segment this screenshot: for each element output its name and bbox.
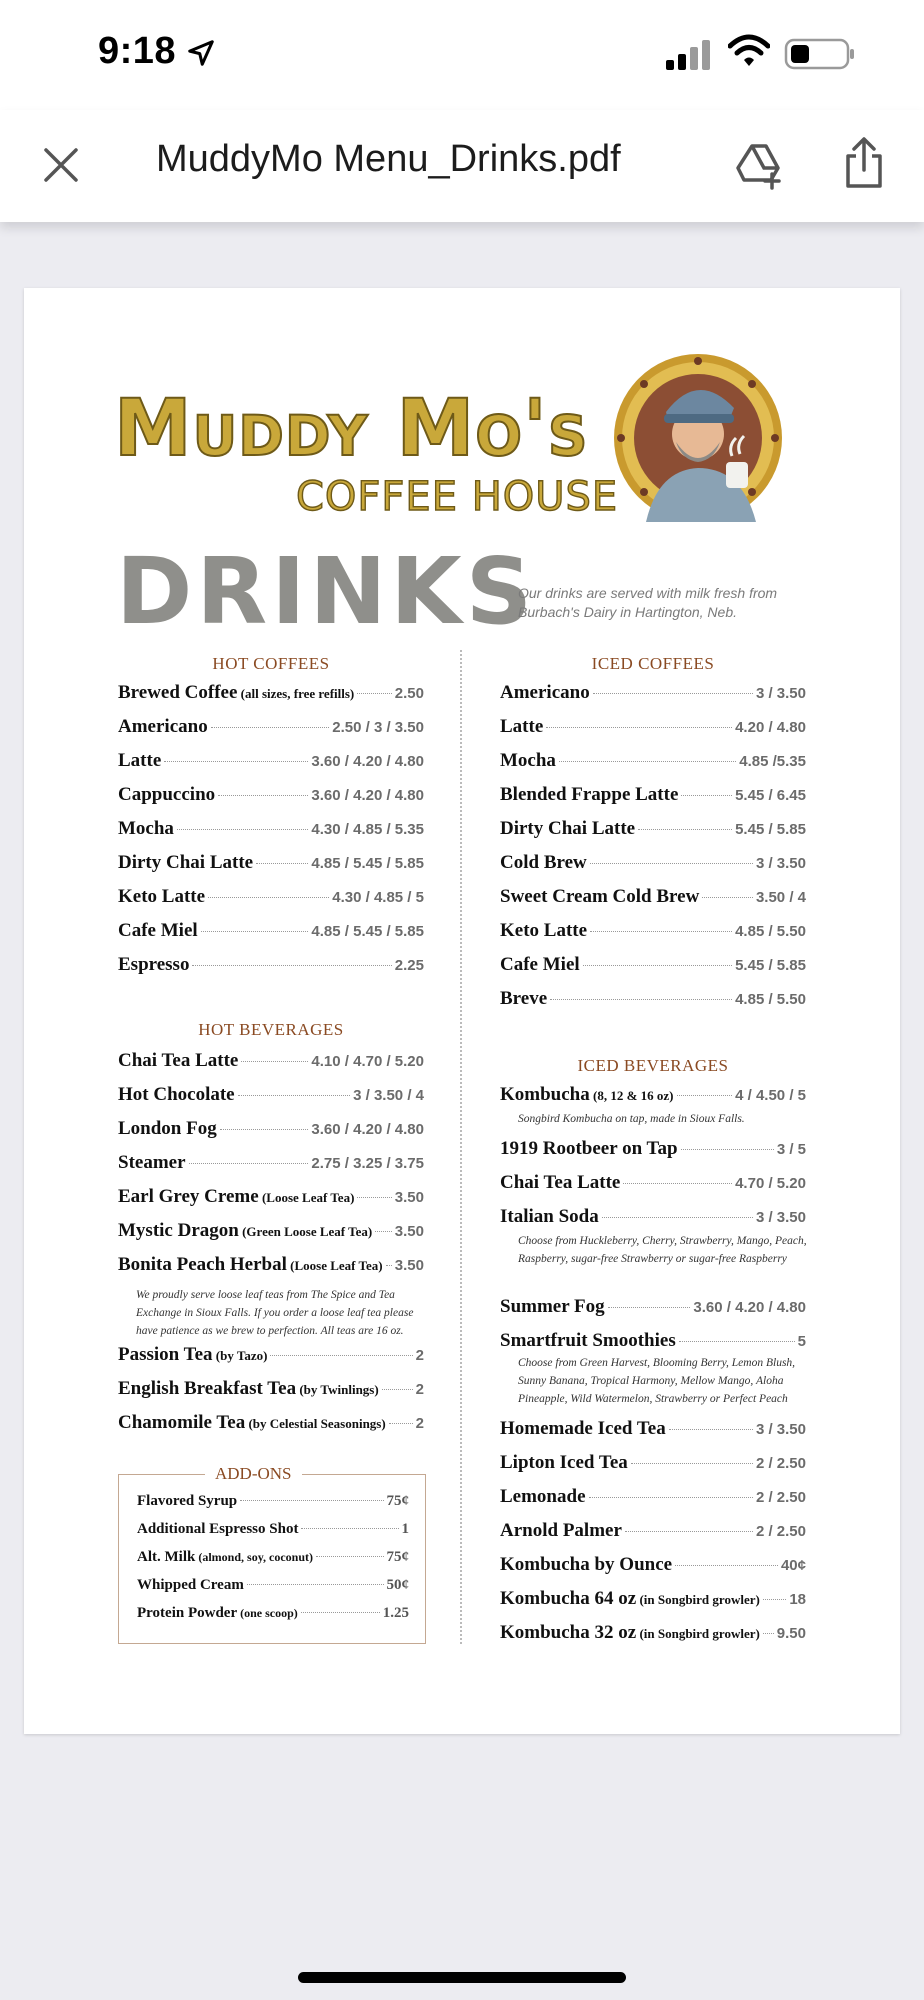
menu-item-price: 9.50 xyxy=(776,1625,806,1642)
dot-leader xyxy=(177,829,308,830)
dot-leader xyxy=(702,897,753,898)
menu-item-name: Mocha xyxy=(118,818,174,839)
dot-leader xyxy=(546,727,732,728)
menu-item-price: 3.60 / 4.20 / 4.80 xyxy=(311,787,424,804)
menu-item-price: 5.45 / 5.85 xyxy=(735,957,806,974)
menu-item-price: 3 / 3.50 xyxy=(755,855,806,872)
menu-item-note: (Loose Leaf Tea) xyxy=(258,1190,355,1205)
menu-item-note: (Green Loose Leaf Tea) xyxy=(238,1224,373,1239)
dot-leader xyxy=(602,1217,753,1218)
menu-item-name: Steamer xyxy=(118,1152,186,1173)
menu-item-note: (in Songbird growler) xyxy=(636,1592,760,1607)
add-to-drive-icon[interactable] xyxy=(734,140,784,190)
menu-item-name: Kombucha by Ounce xyxy=(500,1554,673,1575)
dot-leader xyxy=(208,897,329,898)
menu-item-note: (Loose Leaf Tea) xyxy=(286,1258,383,1273)
menu-item-price: 5.45 / 6.45 xyxy=(735,787,806,804)
menu-item-price: 3 / 5 xyxy=(776,1141,806,1158)
menu-item-name: Keto Latte xyxy=(118,886,206,907)
location-arrow-icon xyxy=(186,38,216,68)
menu-item xyxy=(500,750,806,782)
menu-item xyxy=(500,1486,806,1518)
addons-box xyxy=(118,1464,426,1644)
iced-beverages-heading: ICED BEVERAGES xyxy=(577,1056,729,1075)
menu-item xyxy=(118,886,424,918)
menu-item-price: 3.60 / 4.20 / 4.80 xyxy=(311,1121,424,1138)
menu-item-name: Alt. Milk (almond, soy, coconut) xyxy=(137,1549,314,1565)
menu-item-name: Homemade Iced Tea xyxy=(500,1418,666,1439)
menu-item-name: London Fog xyxy=(118,1118,217,1139)
menu-item-name: Whipped Cream xyxy=(137,1577,244,1593)
pdf-viewer-header xyxy=(0,110,924,222)
dot-leader xyxy=(763,1633,774,1634)
menu-item xyxy=(500,1588,806,1620)
dot-leader xyxy=(211,727,330,728)
menu-item-price: 3.50 xyxy=(394,1189,424,1206)
menu-item xyxy=(118,1378,424,1410)
menu-item-price: 5.45 / 5.85 xyxy=(735,821,806,838)
menu-item-name: Hot Chocolate xyxy=(118,1084,235,1105)
menu-item-price: 4.85 / 5.50 xyxy=(735,923,806,940)
dot-leader xyxy=(583,965,732,966)
menu-item-price: 5 xyxy=(797,1333,806,1350)
share-icon[interactable] xyxy=(842,136,886,190)
menu-item-price: 3 / 3.50 xyxy=(755,685,806,702)
menu-item-price: 18 xyxy=(789,1591,806,1608)
menu-item-price: 3 / 3.50 xyxy=(755,1421,806,1438)
menu-item-price: 75¢ xyxy=(386,1493,409,1509)
menu-item xyxy=(500,1172,806,1204)
brand-subtitle: COFFEE HOUSE xyxy=(296,474,619,520)
menu-item xyxy=(118,1186,424,1218)
hot-beverages-heading: HOT BEVERAGES xyxy=(198,1020,344,1039)
menu-item-price: 2 / 2.50 xyxy=(755,1455,806,1472)
dot-leader xyxy=(357,1197,391,1198)
dot-leader xyxy=(301,1528,398,1529)
menu-item xyxy=(118,1344,424,1376)
menu-item xyxy=(118,1152,424,1184)
menu-item-price: 2.75 / 3.25 / 3.75 xyxy=(311,1155,424,1172)
menu-item xyxy=(118,818,424,850)
menu-item xyxy=(118,1050,424,1082)
menu-item-price: 4.85 / 5.45 / 5.85 xyxy=(311,923,424,940)
menu-item xyxy=(137,1521,409,1549)
addons-heading: ADD-ONS xyxy=(205,1464,302,1484)
menu-item-price: 2 xyxy=(415,1381,424,1398)
menu-item-price: 2.50 xyxy=(394,685,424,702)
menu-item-name: Dirty Chai Latte xyxy=(118,852,254,873)
menu-item-note: (by Tazo) xyxy=(212,1348,268,1363)
menu-item xyxy=(118,920,424,952)
dot-leader xyxy=(679,1341,795,1342)
menu-item-name: Lemonade xyxy=(500,1486,586,1507)
document-title: MuddyMo Menu_Drinks.pdf xyxy=(156,138,621,180)
status-bar xyxy=(0,0,924,110)
dot-leader xyxy=(256,863,308,864)
menu-item xyxy=(500,1622,806,1654)
menu-item-name: Mocha xyxy=(500,750,556,771)
menu-item xyxy=(500,1554,806,1586)
menu-item-note: (8, 12 & 16 oz) xyxy=(589,1088,674,1103)
menu-item xyxy=(118,784,424,816)
menu-item-name: Latte xyxy=(118,750,162,771)
menu-item xyxy=(118,682,424,714)
menu-item xyxy=(500,818,806,850)
menu-item-name: English Breakfast Tea (by Twinlings) xyxy=(118,1378,379,1399)
menu-item-price: 50¢ xyxy=(386,1577,409,1593)
dot-leader xyxy=(590,931,732,932)
dot-leader xyxy=(675,1565,778,1566)
dot-leader xyxy=(389,1423,413,1424)
dot-leader xyxy=(608,1307,691,1308)
kombucha-note: Songbird Kombucha on tap, made in Sioux Falls. xyxy=(518,1113,745,1125)
menu-item xyxy=(500,784,806,816)
menu-item-price: 4 / 4.50 / 5 xyxy=(735,1087,806,1104)
menu-item-name: Cappuccino xyxy=(118,784,216,805)
menu-item-note: (almond, soy, coconut) xyxy=(195,1550,314,1564)
menu-item xyxy=(137,1577,409,1605)
dot-leader xyxy=(220,1129,309,1130)
cellular-signal-icon xyxy=(664,40,714,70)
menu-item xyxy=(500,1418,806,1450)
home-indicator[interactable] xyxy=(298,1972,626,1983)
dot-leader xyxy=(241,1061,308,1062)
menu-item-name: Kombucha 32 oz (in Songbird growler) xyxy=(500,1622,760,1643)
menu-tagline: Our drinks are served with milk fresh from Burbach's Dairy in Hartington, Neb. xyxy=(518,585,778,620)
menu-item xyxy=(500,1138,806,1170)
menu-item-price: 4.30 / 4.85 / 5 xyxy=(332,889,424,906)
dot-leader xyxy=(201,931,309,932)
smoothie-note: Choose from Green Harvest, Blooming Berry, Lemon Blush, Sunny Banana, Tropical Harmony, Mellow Mango, Aloha Pineapple, Wild Watermelon, Strawberry or Perfect Peach xyxy=(518,1357,796,1405)
dot-leader xyxy=(375,1231,392,1232)
menu-item-name: Earl Grey Creme (Loose Leaf Tea) xyxy=(118,1186,355,1207)
hot-coffees-heading: HOT COFFEES xyxy=(212,654,330,673)
menu-item-price: 75¢ xyxy=(386,1549,409,1565)
menu-item-name: Brewed Coffee (all sizes, free refills) xyxy=(118,682,355,703)
dot-leader xyxy=(559,761,736,762)
dot-leader xyxy=(270,1355,412,1356)
italian-soda-note: Choose from Huckleberry, Cherry, Strawberry, Mango, Peach, Raspberry, sugar-free Strawberry or sugar-free Raspberry xyxy=(518,1235,807,1265)
menu-item xyxy=(500,1452,806,1484)
menu-item-name: Americano xyxy=(118,716,208,737)
menu-item xyxy=(118,750,424,782)
dot-leader xyxy=(192,965,391,966)
menu-item-name: Passion Tea (by Tazo) xyxy=(118,1344,268,1365)
menu-item-price: 3 / 3.50 / 4 xyxy=(353,1087,424,1104)
menu-item-price: 2 / 2.50 xyxy=(755,1523,806,1540)
menu-item xyxy=(118,1220,424,1252)
menu-item xyxy=(500,852,806,884)
menu-item-price: 4.30 / 4.85 / 5.35 xyxy=(311,821,424,838)
dot-leader xyxy=(550,999,732,1000)
menu-item-name: Italian Soda xyxy=(500,1206,599,1227)
menu-item-price: 4.85 / 5.50 xyxy=(735,991,806,1008)
dot-leader xyxy=(218,795,308,796)
status-time: 9:18 xyxy=(98,30,177,72)
menu-item-name: Bonita Peach Herbal (Loose Leaf Tea) xyxy=(118,1254,383,1275)
menu-item-name: Blended Frappe Latte xyxy=(500,784,679,805)
menu-item-price: 4.10 / 4.70 / 5.20 xyxy=(311,1053,424,1070)
menu-item xyxy=(500,716,806,748)
menu-item xyxy=(500,988,806,1020)
menu-item-name: Kombucha 64 oz (in Songbird growler) xyxy=(500,1588,760,1609)
menu-item-name: Mystic Dragon (Green Loose Leaf Tea) xyxy=(118,1220,373,1241)
dot-leader xyxy=(189,1163,309,1164)
dot-leader xyxy=(625,1531,753,1532)
menu-item xyxy=(137,1605,409,1633)
menu-item xyxy=(118,1118,424,1150)
menu-item-price: 4.85 / 5.45 / 5.85 xyxy=(311,855,424,872)
menu-item-price: 2 / 2.50 xyxy=(755,1489,806,1506)
menu-item xyxy=(500,920,806,952)
menu-item xyxy=(500,886,806,918)
menu-item xyxy=(500,682,806,714)
menu-item-price: 2 xyxy=(415,1415,424,1432)
menu-item xyxy=(500,1520,806,1552)
menu-item xyxy=(137,1549,409,1577)
menu-item-note: (by Celestial Seasonings) xyxy=(245,1416,386,1431)
menu-item xyxy=(118,716,424,748)
dot-leader xyxy=(677,1095,733,1096)
menu-item xyxy=(118,954,424,986)
dot-leader xyxy=(316,1556,383,1557)
brand-name: Muddy Mo's xyxy=(114,384,589,474)
menu-item xyxy=(118,1412,424,1444)
dot-leader xyxy=(247,1584,384,1585)
menu-item-name: Chamomile Tea (by Celestial Seasonings) xyxy=(118,1412,386,1433)
dot-leader xyxy=(382,1389,413,1390)
menu-item-name: Protein Powder (one scoop) xyxy=(137,1605,298,1621)
menu-item-price: 40¢ xyxy=(780,1557,806,1574)
dot-leader xyxy=(623,1183,732,1184)
menu-item-price: 3.50 xyxy=(394,1257,424,1274)
menu-item-price: 1 xyxy=(401,1521,409,1537)
battery-icon xyxy=(784,38,856,70)
menu-item-name: Lipton Iced Tea xyxy=(500,1452,628,1473)
menu-item-name: Cafe Miel xyxy=(118,920,198,941)
dot-leader xyxy=(681,1149,774,1150)
menu-item-name: Summer Fog xyxy=(500,1296,605,1317)
menu-item-name: Chai Tea Latte xyxy=(500,1172,621,1193)
menu-item-name: Smartfruit Smoothies xyxy=(500,1330,676,1351)
menu-item-price: 3.60 / 4.20 / 4.80 xyxy=(693,1299,806,1316)
menu-item-price: 2.50 / 3 / 3.50 xyxy=(332,719,424,736)
menu-item xyxy=(137,1493,409,1521)
dot-leader xyxy=(681,795,732,796)
dot-leader xyxy=(357,693,392,694)
menu-item-note: (in Songbird growler) xyxy=(636,1626,760,1641)
dot-leader xyxy=(589,1497,753,1498)
menu-item-price: 3.50 / 4 xyxy=(755,889,806,906)
menu-item-name: Keto Latte xyxy=(500,920,588,941)
menu-item-price: 4.85 /5.35 xyxy=(739,753,806,770)
menu-item-name: Additional Espresso Shot xyxy=(137,1521,299,1537)
menu-item-name: Cafe Miel xyxy=(500,954,580,975)
menu-item-price: 4.70 / 5.20 xyxy=(735,1175,806,1192)
tea-note: We proudly serve loose leaf teas from The Spice and Tea Exchange in Sioux Falls. If you order a loose leaf tea please have patience as we brew to perfection. All teas are 16 oz. xyxy=(136,1289,414,1337)
dot-leader xyxy=(301,1612,380,1613)
menu-item-name: Chai Tea Latte xyxy=(118,1050,239,1071)
dot-leader xyxy=(763,1599,786,1600)
wifi-icon xyxy=(728,34,770,68)
menu-item-price: 1.25 xyxy=(382,1605,409,1621)
menu-item-name: Sweet Cream Cold Brew xyxy=(500,886,700,907)
menu-item-name: Americano xyxy=(500,682,590,703)
menu-item-name: 1919 Rootbeer on Tap xyxy=(500,1138,678,1159)
menu-item-note: (by Twinlings) xyxy=(296,1382,379,1397)
close-icon[interactable] xyxy=(40,144,82,186)
dot-leader xyxy=(631,1463,753,1464)
menu-item-name: Dirty Chai Latte xyxy=(500,818,636,839)
menu-item-name: Kombucha (8, 12 & 16 oz) xyxy=(500,1084,674,1105)
menu-item xyxy=(118,852,424,884)
menu-item-name: Espresso xyxy=(118,954,190,975)
menu-item xyxy=(118,1254,424,1286)
dot-leader xyxy=(593,693,753,694)
menu-item xyxy=(500,954,806,986)
menu-item xyxy=(118,1084,424,1116)
column-divider xyxy=(460,650,462,1644)
menu-title: DRINKS xyxy=(116,538,536,645)
menu-item-price: 2 xyxy=(415,1347,424,1364)
menu-item-name: Arnold Palmer xyxy=(500,1520,622,1541)
menu-item-note: (all sizes, free refills) xyxy=(237,686,355,701)
menu-item-name: Cold Brew xyxy=(500,852,587,873)
menu-item-name: Flavored Syrup xyxy=(137,1493,238,1509)
menu-item-name: Breve xyxy=(500,988,548,1009)
pdf-page[interactable] xyxy=(24,288,900,1734)
dot-leader xyxy=(638,829,732,830)
menu-item-note: (one scoop) xyxy=(237,1606,298,1620)
menu-item-price: 4.20 / 4.80 xyxy=(735,719,806,736)
menu-item-price: 3 / 3.50 xyxy=(755,1209,806,1226)
dot-leader xyxy=(240,1500,383,1501)
iced-coffees-heading: ICED COFFEES xyxy=(591,654,715,673)
dot-leader xyxy=(238,1095,350,1096)
dot-leader xyxy=(669,1429,753,1430)
dot-leader xyxy=(164,761,308,762)
menu-item xyxy=(500,1296,806,1328)
menu-item-price: 3.50 xyxy=(394,1223,424,1240)
dot-leader xyxy=(386,1265,392,1266)
mascot-porthole-logo xyxy=(610,350,786,526)
dot-leader xyxy=(590,863,753,864)
menu-item-name: Latte xyxy=(500,716,544,737)
menu-item-price: 2.25 xyxy=(394,957,424,974)
menu-item-price: 3.60 / 4.20 / 4.80 xyxy=(311,753,424,770)
